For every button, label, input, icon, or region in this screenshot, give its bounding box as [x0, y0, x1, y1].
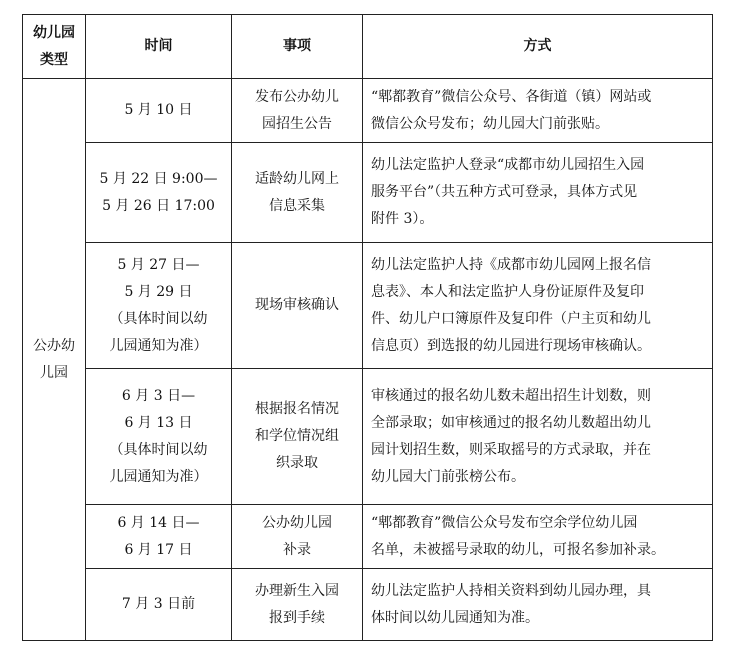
kindergarten-type-line: 公办幼: [33, 337, 75, 354]
item-cell-line: 适龄幼儿网上: [255, 170, 339, 187]
time-cell-line: 儿园通知为准）: [109, 468, 208, 485]
time-cell-line: 6 月 13 日: [124, 414, 193, 431]
header-time: 时间: [86, 15, 232, 79]
time-cell-line: 7 月 3 日前: [121, 596, 196, 612]
time-cell-line: （具体时间以幼: [109, 310, 208, 327]
time-cell-line: 6 月 17 日: [124, 541, 193, 558]
method-cell: [363, 79, 713, 143]
table-row: [23, 369, 713, 505]
method-cell-line: 园计划招生数，则采取摇号的方式录取，并在: [371, 441, 651, 458]
item-cell: [232, 79, 363, 143]
header-method: 方式: [363, 15, 713, 79]
method-cell-line: “郫都教育”微信公众号发布空余学位幼儿园: [371, 514, 638, 531]
item-cell-line: 园招生公告: [262, 115, 332, 132]
time-cell-line: 儿园通知为准）: [109, 337, 208, 354]
time-cell-line: 6 月 3 日—: [121, 387, 196, 404]
method-cell: [363, 369, 713, 505]
time-cell: [86, 143, 232, 243]
time-cell-line: 5 月 29 日: [124, 283, 193, 300]
time-cell-line: 5 月 10 日: [124, 102, 193, 118]
item-cell-line: 信息采集: [269, 197, 325, 214]
method-cell: [363, 505, 713, 569]
time-cell: [86, 569, 232, 641]
method-cell-line: 幼儿法定监护人持相关资料到幼儿园办理，具: [371, 582, 651, 599]
item-cell-line: 办理新生入园: [255, 582, 339, 599]
time-cell: [86, 505, 232, 569]
method-cell-line: 名单，未被摇号录取的幼儿，可报名参加补录。: [371, 541, 665, 558]
time-cell-line: （具体时间以幼: [109, 441, 208, 458]
item-cell-line: 和学位情况组: [255, 428, 339, 444]
item-cell-line: 现场审核确认: [255, 297, 339, 313]
item-cell-line: 补录: [283, 541, 311, 558]
method-cell-line: 幼儿园大门前张榜公布。: [371, 468, 525, 485]
item-cell-line: 报到手续: [269, 609, 325, 626]
schedule-table: [22, 14, 713, 641]
header-kindergarten-type: 幼儿园 类型: [23, 15, 86, 79]
method-cell-line: 全部录取；如审核通过的报名幼儿数超出幼儿: [371, 414, 651, 431]
time-cell: [86, 79, 232, 143]
method-cell: [363, 569, 713, 641]
item-cell: [232, 143, 363, 243]
method-cell-line: 幼儿法定监护人登录“成都市幼儿园招生入园: [371, 157, 645, 173]
method-cell-line: 附件 3）。: [371, 211, 434, 227]
method-cell-line: 微信公众号发布；幼儿园大门前张贴。: [371, 115, 609, 132]
table-row: [23, 79, 713, 143]
kindergarten-type-line: 儿园: [40, 364, 68, 381]
time-cell-line: 6 月 14 日—: [117, 514, 200, 531]
enrollment-schedule: [22, 14, 713, 641]
table-row: [23, 569, 713, 641]
method-cell-line: 件、幼儿户口簿原件及复印件（户主页和幼儿: [371, 310, 651, 327]
time-cell-line: 5 月 26 日 17:00: [102, 197, 215, 214]
method-cell-line: 体时间以幼儿园通知为准。: [371, 609, 539, 626]
kindergarten-type-cell: [23, 79, 86, 641]
method-cell: [363, 243, 713, 369]
item-cell: [232, 243, 363, 369]
table-row: [23, 143, 713, 243]
method-cell-line: 服务平台”（共五种方式可登录，具体方式见: [371, 184, 638, 200]
item-cell: [232, 505, 363, 569]
table-row: [23, 505, 713, 569]
item-cell-line: 公办幼儿园: [262, 514, 332, 531]
method-cell-line: 幼儿法定监护人持《成都市幼儿园网上报名信: [371, 256, 651, 273]
method-cell-line: “郫都教育”微信公众号、各街道（镇）网站或: [371, 88, 652, 105]
time-cell-line: 5 月 27 日—: [117, 256, 200, 273]
table-row: [23, 243, 713, 369]
header-item: 事项: [232, 15, 363, 79]
method-cell-line: 审核通过的报名幼儿数未超出招生计划数，则: [371, 387, 651, 404]
method-cell: [363, 143, 713, 243]
time-cell: [86, 243, 232, 369]
item-cell-line: 发布公办幼儿: [255, 88, 339, 105]
item-cell: [232, 569, 363, 641]
time-cell: [86, 369, 232, 505]
time-cell-line: 5 月 22 日 9:00—: [99, 170, 218, 187]
method-cell-line: 信息页）到选报的幼儿园进行现场审核确认。: [371, 337, 651, 354]
item-cell-line: 织录取: [276, 455, 318, 471]
header-row: [23, 15, 713, 79]
item-cell: [232, 369, 363, 505]
item-cell-line: 根据报名情况: [255, 401, 339, 417]
method-cell-line: 息表》、本人和法定监护人身份证原件及复印: [371, 283, 644, 300]
